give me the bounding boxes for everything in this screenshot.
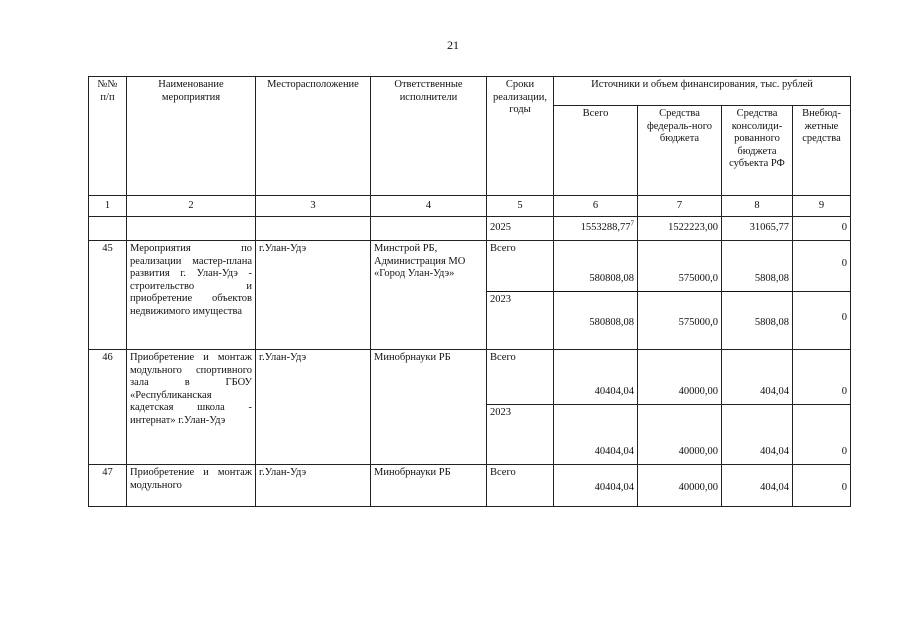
- column-number: 1: [89, 196, 127, 217]
- carry-total: 1553288,77$^7$: [554, 217, 638, 241]
- header-sources: Источники и объем финансирования, тыс. рублей: [554, 77, 851, 106]
- item-responsible: Минобрнауки РБ: [371, 465, 487, 507]
- item-regional: 404,04: [722, 350, 793, 405]
- item-name: Мероприятия по реализации мастер-плана развития г. Улан-Удэ - строительство и приобретение объектов недвижимого имущества: [127, 241, 256, 350]
- column-number: 8: [722, 196, 793, 217]
- column-number: 2: [127, 196, 256, 217]
- item-total: 40404,04: [554, 350, 638, 405]
- carry-regional: 31065,77: [722, 217, 793, 241]
- item-total: 40404,04: [554, 405, 638, 465]
- carry-year: 2025: [487, 217, 554, 241]
- item-term: 2023: [487, 292, 554, 350]
- column-number: 5: [487, 196, 554, 217]
- column-number: 3: [256, 196, 371, 217]
- item-extra: 0: [793, 241, 851, 292]
- item-location: г.Улан-Удэ: [256, 465, 371, 507]
- header-name: Наименование мероприятия: [127, 77, 256, 196]
- item-term: Всего: [487, 465, 554, 507]
- column-number: 6: [554, 196, 638, 217]
- header-location: Месторасположение: [256, 77, 371, 196]
- header-num: №№ п/п: [89, 77, 127, 196]
- header-total: Всего: [554, 106, 638, 196]
- item-regional: 5808,08: [722, 241, 793, 292]
- header-responsible: Ответственные исполнители: [371, 77, 487, 196]
- table-row: [89, 350, 851, 405]
- item-extra: 0: [793, 292, 851, 350]
- table-row: [89, 241, 851, 292]
- item-location: г.Улан-Удэ: [256, 350, 371, 465]
- item-total: 580808,08: [554, 292, 638, 350]
- item-federal: 40000,00: [638, 350, 722, 405]
- financing-table: [88, 76, 851, 507]
- item-term: Всего: [487, 241, 554, 292]
- item-location: г.Улан-Удэ: [256, 241, 371, 350]
- item-responsible: Минобрнауки РБ: [371, 350, 487, 465]
- item-federal: 40000,00: [638, 405, 722, 465]
- item-extra: 0: [793, 465, 851, 507]
- item-extra: 0: [793, 350, 851, 405]
- item-regional: 5808,08: [722, 292, 793, 350]
- item-name: Приобретение и монтаж модульного спортивного зала в ГБОУ «Республиканская кадетская школа - интернат» г.Улан-Удэ: [127, 350, 256, 465]
- page-number: 21: [447, 38, 459, 52]
- header-extra: Внебюд-жетные средства: [793, 106, 851, 196]
- item-extra: 0: [793, 405, 851, 465]
- item-total: 580808,08: [554, 241, 638, 292]
- item-federal: 575000,0: [638, 292, 722, 350]
- item-total: 40404,04: [554, 465, 638, 507]
- column-number: 7: [638, 196, 722, 217]
- item-number: 45: [89, 241, 127, 350]
- header-terms: Сроки реализации, годы: [487, 77, 554, 196]
- carry-extra: 0: [793, 217, 851, 241]
- column-number: 4: [371, 196, 487, 217]
- header-federal: Средства федераль-ного бюджета: [638, 106, 722, 196]
- item-term: Всего: [487, 350, 554, 405]
- column-number-row: [89, 196, 851, 217]
- carry-over-row: [89, 217, 851, 241]
- item-name: Приобретение и монтаж модульного: [127, 465, 256, 507]
- item-regional: 404,04: [722, 465, 793, 507]
- item-regional: 404,04: [722, 405, 793, 465]
- table-row: [89, 465, 851, 507]
- item-number: 46: [89, 350, 127, 465]
- header-regional: Средства консолиди-рованного бюджета субъекта РФ: [722, 106, 793, 196]
- column-number: 9: [793, 196, 851, 217]
- item-term: 2023: [487, 405, 554, 465]
- footnote-mark: 7: [630, 219, 634, 228]
- item-responsible: Минстрой РБ, Администрация МО «Город Улан-Удэ»: [371, 241, 487, 350]
- item-federal: 40000,00: [638, 465, 722, 507]
- carry-federal: 1522223,00: [638, 217, 722, 241]
- item-federal: 575000,0: [638, 241, 722, 292]
- item-number: 47: [89, 465, 127, 507]
